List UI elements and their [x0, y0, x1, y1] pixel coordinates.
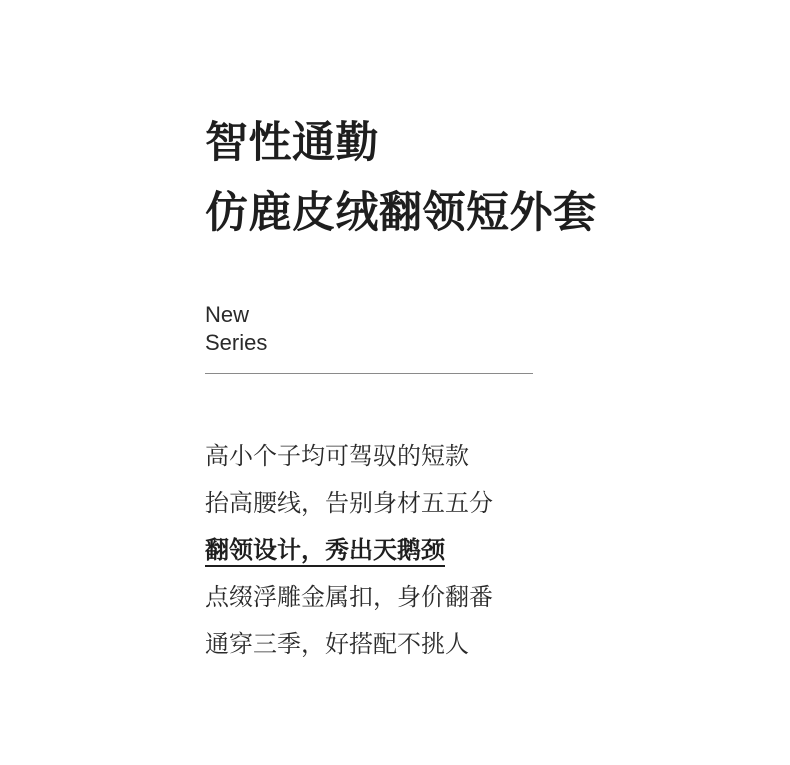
feature-item: 通穿三季，好搭配不挑人	[205, 630, 469, 658]
feature-item-highlighted-text: 翻领设计，秀出天鹅颈	[205, 536, 445, 567]
title-line-1: 智性通勤	[205, 118, 379, 168]
title-line-2: 仿鹿皮绒翻领短外套	[205, 188, 597, 238]
series-line-2: Series	[205, 330, 268, 355]
feature-item: 点缀浮雕金属扣，身价翻番	[205, 583, 493, 611]
feature-list	[205, 440, 765, 660]
series-line-1: New	[205, 302, 250, 327]
series-label	[205, 301, 765, 357]
product-intro	[205, 118, 765, 675]
feature-item: 抬高腰线，告别身材五五分	[205, 489, 493, 517]
feature-item: 高小个子均可驾驭的短款	[205, 442, 469, 470]
feature-item-highlighted	[205, 534, 765, 566]
divider	[205, 373, 533, 374]
